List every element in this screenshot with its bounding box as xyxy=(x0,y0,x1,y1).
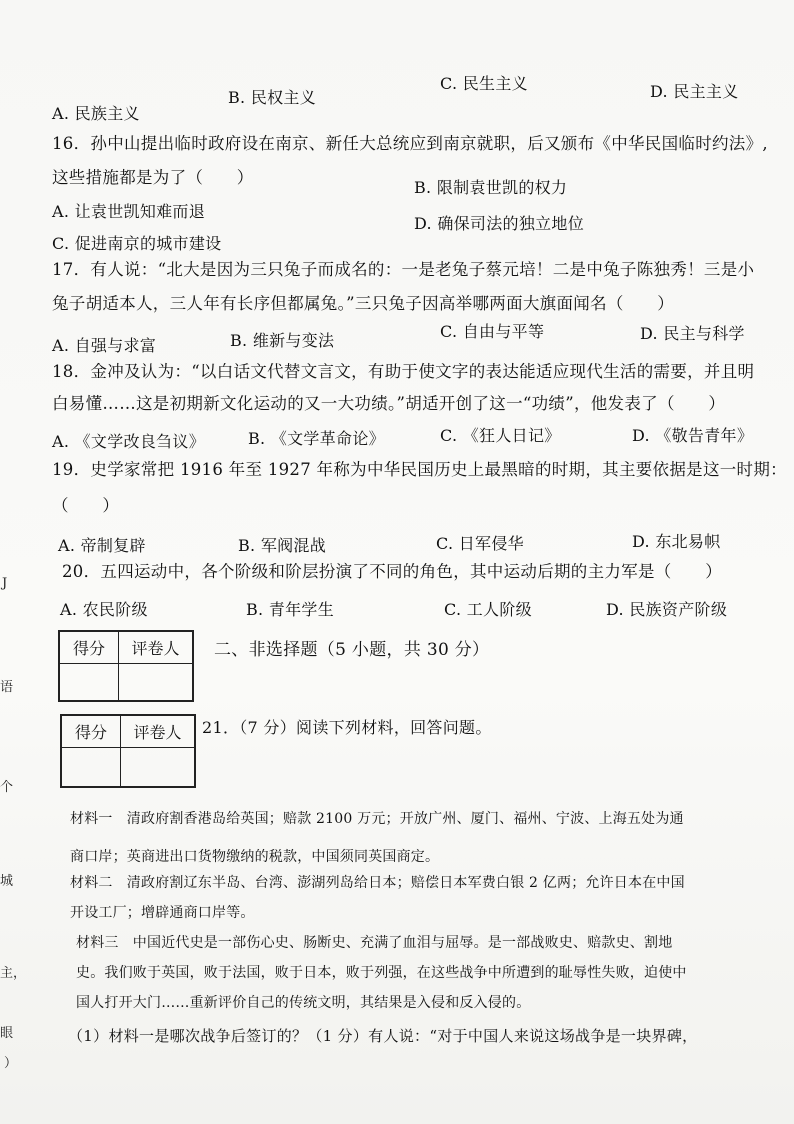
q19-option-b: B. 军阀混战 xyxy=(238,536,327,555)
material3-line1: 材料三 中国近代史是一部伤心史、肠断史、充满了血泪与屈辱。是一部战败史、赔款史、割地 xyxy=(76,935,673,951)
q19-option-c: C. 日军侵华 xyxy=(436,534,524,553)
q18-stem-line2: 白易懂……这是初期新文化运动的又一大功绩。”胡适开创了这一“功绩”，他发表了（ ） xyxy=(52,394,726,413)
q17-option-b: B. 维新与变法 xyxy=(230,331,335,350)
q17-option-a: A. 自强与求富 xyxy=(52,336,157,355)
q17-stem-line1: 17．有人说：“北大是因为三只兔子而成名的：一是老兔子蔡元培！二是中兔子陈独秀！三是小 xyxy=(52,260,755,279)
material3-line2: 史。我们败于英国，败于法国，败于日本，败于列强，在这些战争中所遭到的耻辱性失败，迫使中 xyxy=(76,965,687,981)
q18-option-b: B. 《文学革命论》 xyxy=(248,429,385,448)
grader-label: 评卷人 xyxy=(121,715,196,747)
q20-option-c: C. 工人阶级 xyxy=(444,600,532,619)
material3-line3: 国人打开大门……重新评价自己的传统文明，其结果是入侵和反入侵的。 xyxy=(76,995,531,1011)
q18-option-d: D. 《敬告青年》 xyxy=(632,426,754,445)
q19-stem-line1: 19．史学家常把 1916 年至 1927 年称为中华民国历史上最黑暗的时期，其主要依据是这一时期： xyxy=(52,460,787,479)
material1-line2: 商口岸；英商进出口货物缴纳的税款，中国须同英国商定。 xyxy=(70,849,440,865)
material2-line2: 开设工厂；增辟通商口岸等。 xyxy=(70,905,255,921)
score-label: 得分 xyxy=(61,715,121,747)
q17-option-d: D. 民主与科学 xyxy=(640,324,745,343)
q20-stem: 20．五四运动中，各个阶级和阶层扮演了不同的角色，其中运动后期的主力军是（ ） xyxy=(62,562,722,581)
q20-option-d: D. 民族资产阶级 xyxy=(606,600,728,619)
score-cell[interactable] xyxy=(61,747,121,787)
grader-cell[interactable] xyxy=(119,663,194,701)
margin-fragment: 城 xyxy=(0,874,14,889)
margin-fragment: 眼 xyxy=(0,1026,14,1041)
material1-line1: 材料一 清政府割香港岛给英国；赔款 2100 万元；开放广州、厦门、福州、宁波、上海五处为通 xyxy=(70,811,684,827)
q21-subquestion-1: （1）材料一是哪次战争后签订的？（1 分）有人说：“对于中国人来说这场战争是一块界碑， xyxy=(68,1027,698,1045)
score-cell[interactable] xyxy=(59,663,119,701)
q17-stem-line2: 兔子胡适本人，三人年有长序但都属兔。”三只兔子因高举哪两面大旗面闻名（ ） xyxy=(52,294,675,313)
q18-option-c: C. 《狂人日记》 xyxy=(440,426,561,445)
section2-title: 二、非选择题（5 小题，共 30 分） xyxy=(214,640,490,660)
score-box-q21 xyxy=(60,714,196,788)
score-box-section2 xyxy=(58,630,194,702)
q16-stem-line1: 16．孙中山提出临时政府设在南京、新任大总统应到南京就职，后又颁布《中华民国临时约法》, xyxy=(52,134,768,153)
q18-stem-line1: 18．金冲及认为：“以白话文代替文言文，有助于使文字的表达能适应现代生活的需要，并且明 xyxy=(52,362,755,381)
grader-label: 评卷人 xyxy=(119,631,194,663)
q15-option-a: A. 民族主义 xyxy=(52,104,140,123)
q16-option-b: B. 限制袁世凯的权力 xyxy=(414,178,568,197)
q18-option-a: A. 《文学改良刍议》 xyxy=(52,432,206,451)
margin-fragment: J xyxy=(2,576,8,591)
margin-fragment: ） xyxy=(4,1056,18,1071)
q19-stem-line2: （ ） xyxy=(52,496,120,515)
q15-option-d: D. 民主主义 xyxy=(650,82,739,101)
q19-option-a: A. 帝制复辟 xyxy=(58,536,146,555)
q17-option-c: C. 自由与平等 xyxy=(440,322,545,341)
score-label: 得分 xyxy=(59,631,119,663)
q16-option-d: D. 确保司法的独立地位 xyxy=(414,214,585,233)
q20-option-a: A. 农民阶级 xyxy=(60,600,148,619)
q19-option-d: D. 东北易帜 xyxy=(632,532,721,551)
q16-option-c: C. 促进南京的城市建设 xyxy=(52,234,222,253)
grader-cell[interactable] xyxy=(121,747,196,787)
margin-fragment: 语 xyxy=(0,680,14,695)
material2-line1: 材料二 清政府割辽东半岛、台湾、澎湖列岛给日本；赔偿日本军费白银 2 亿两；允许日本在中国 xyxy=(70,875,685,891)
q15-option-b: B. 民权主义 xyxy=(228,88,317,107)
q16-stem-line2: 这些措施都是为了（ ） xyxy=(52,168,254,187)
q15-option-c: C. 民生主义 xyxy=(440,74,528,93)
q20-option-b: B. 青年学生 xyxy=(246,600,335,619)
q21-title: 21．（7 分）阅读下列材料，回答问题。 xyxy=(202,718,492,737)
margin-fragment: 个 xyxy=(0,780,14,795)
q16-option-a: A. 让袁世凯知难而退 xyxy=(52,202,206,221)
margin-fragment: 主， xyxy=(0,966,27,981)
